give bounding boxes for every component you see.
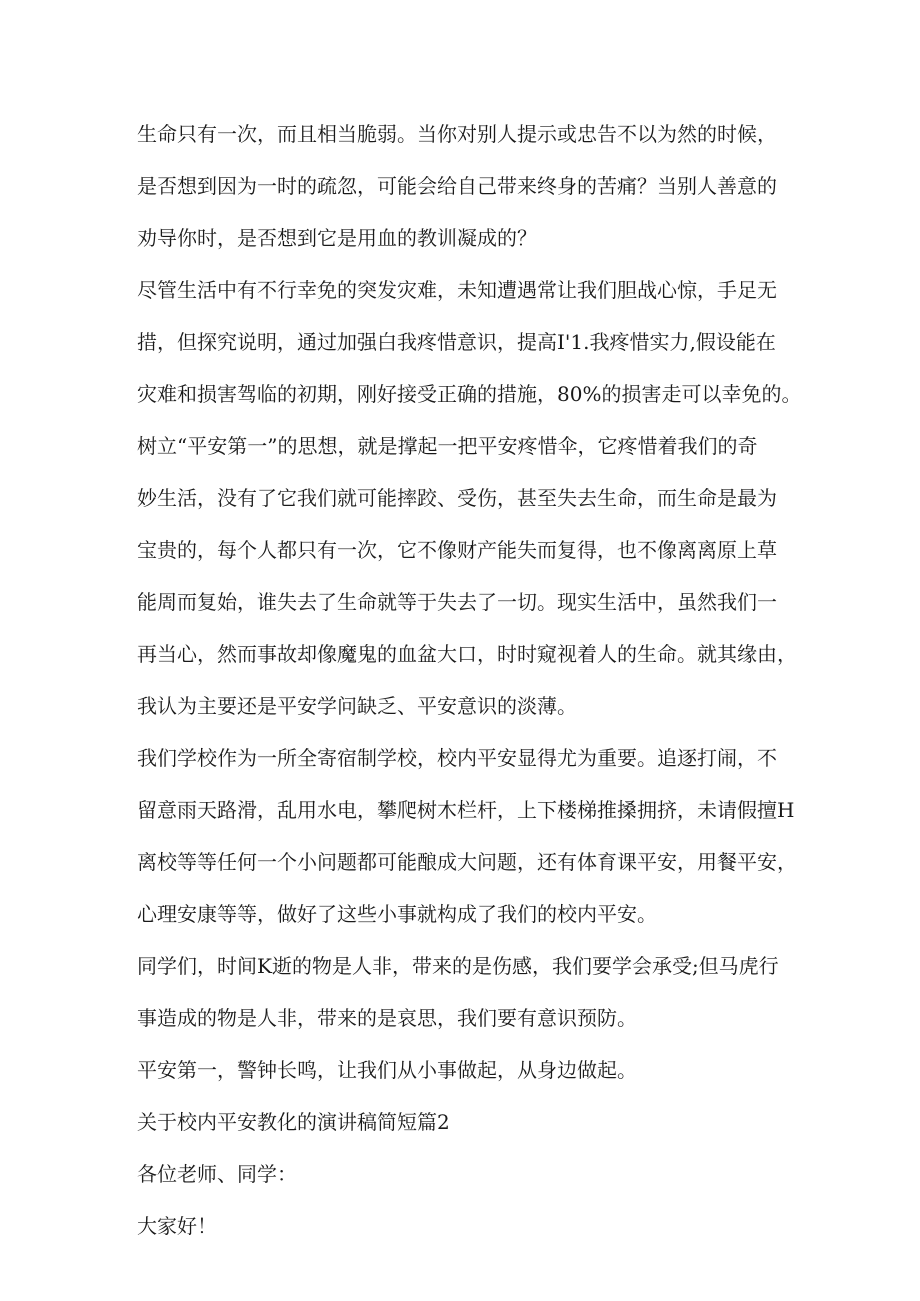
section-heading: 关于校内平安教化的演讲稿简短篇2	[137, 1110, 450, 1134]
text-line: 我们学校作为一所全寄宿制学校，校内平安显得尤为重要。追逐打闹，不	[137, 746, 777, 770]
text-line: 同学们，时间K逝的物是人非，带来的是伤感，我们要学会承受;但马虎行	[137, 954, 779, 978]
text-line: 离校等等任何一个小问题都可能酿成大问题，还有体育课平安，用餐平安，	[137, 850, 797, 874]
document-body	[137, 108, 802, 1252]
text-line: 生命只有一次，而且相当脆弱。当你对别人提示或忠告不以为然的时候，	[137, 122, 777, 146]
text-line: 灾难和损害驾临的初期，刚好接受正确的措施，80%的损害走可以幸免的。	[137, 382, 802, 406]
text-line: 宝贵的，每个人都只有一次，它不像财产能失而复得，也不像离离原上草	[137, 538, 777, 562]
salutation: 各位老师、同学：	[137, 1162, 297, 1186]
greeting: 大家好！	[137, 1214, 217, 1238]
text-line: 事造成的物是人非，带来的是哀思，我们要有意识预防。	[137, 1006, 637, 1030]
text-line: 是否想到因为一时的疏忽，可能会给自己带来终身的苦痛？当别人善意的	[137, 174, 777, 198]
text-line: 平安第一，警钟长鸣，让我们从小事做起，从身边做起。	[137, 1058, 637, 1082]
text-line: 再当心，然而事故却像魔鬼的血盆大口，时时窥视着人的生命。就其缘由，	[137, 642, 797, 666]
text-line: 心理安康等等，做好了这些小事就构成了我们的校内平安。	[137, 902, 657, 926]
text-line: 措，但探究说明，通过加强白我疼惜意识，提高I'1.我疼惜实力,假设能在	[137, 330, 776, 354]
text-line: 能周而复始，谁失去了生命就等于失去了一切。现实生活中，虽然我们一	[137, 590, 777, 614]
text-line: 妙生活，没有了它我们就可能摔跤、受伤，甚至失去生命，而生命是最为	[137, 486, 777, 510]
text-line: 我认为主要还是平安学问缺乏、平安意识的淡薄。	[137, 694, 577, 718]
text-line: 留意雨天路滑，乱用水电，攀爬树木栏杆，上下楼梯推搡拥挤，未请假擅H	[137, 798, 795, 822]
text-line: 尽管生活中有不行幸免的突发灾难，未知遭遇常让我们胆战心惊，手足无	[137, 278, 777, 302]
text-line: 树立“平安第一”的思想，就是撑起一把平安疼惜伞，它疼惜着我们的奇	[137, 434, 758, 458]
text-line: 劝导你时，是否想到它是用血的教训凝成的？	[137, 226, 537, 250]
